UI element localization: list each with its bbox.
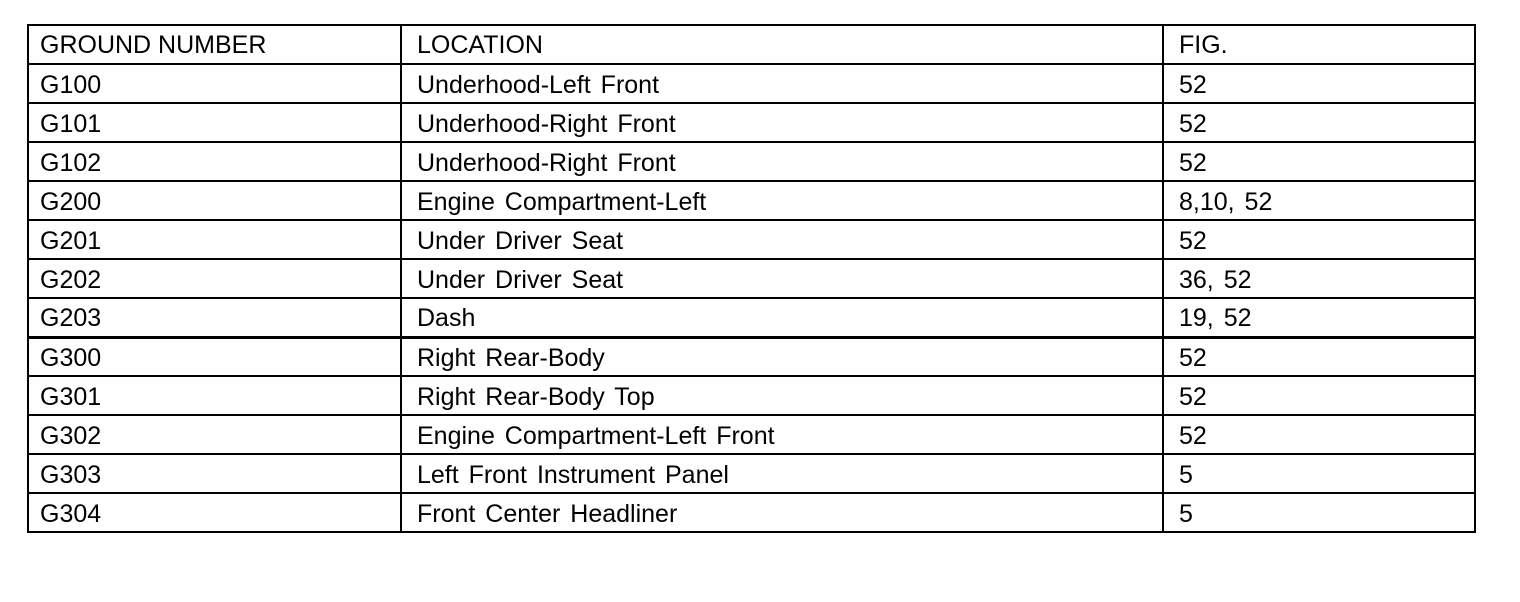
location-cell: Underhood-Left Front: [401, 64, 1163, 103]
fig-cell: 36, 52: [1163, 259, 1475, 298]
ground-locations-table: [27, 24, 1476, 533]
location-cell: Front Center Headliner: [401, 493, 1163, 532]
fig-cell: 52: [1163, 415, 1475, 454]
table-row: [28, 376, 1475, 415]
table-row: [28, 298, 1475, 337]
location-cell: Engine Compartment-Left: [401, 181, 1163, 220]
ground-number-cell: G201: [28, 220, 401, 259]
fig-cell: 5: [1163, 493, 1475, 532]
location-cell: Under Driver Seat: [401, 259, 1163, 298]
table-row: [28, 415, 1475, 454]
header-location: LOCATION: [401, 25, 1163, 64]
ground-number-cell: G202: [28, 259, 401, 298]
table-row: [28, 64, 1475, 103]
ground-number-cell: G300: [28, 337, 401, 376]
table-row: [28, 142, 1475, 181]
ground-number-cell: G302: [28, 415, 401, 454]
location-cell: Underhood-Right Front: [401, 103, 1163, 142]
fig-cell: 19, 52: [1163, 298, 1475, 337]
header-ground-number: GROUND NUMBER: [28, 25, 401, 64]
location-cell: Engine Compartment-Left Front: [401, 415, 1163, 454]
location-cell: Dash: [401, 298, 1163, 337]
table-row: [28, 259, 1475, 298]
table-row: [28, 493, 1475, 532]
fig-cell: 52: [1163, 337, 1475, 376]
header-row: [28, 25, 1475, 64]
fig-cell: 52: [1163, 220, 1475, 259]
ground-number-cell: G102: [28, 142, 401, 181]
ground-number-cell: G304: [28, 493, 401, 532]
header-fig: FIG.: [1163, 25, 1475, 64]
table-row: [28, 103, 1475, 142]
table-row: [28, 220, 1475, 259]
fig-cell: 52: [1163, 376, 1475, 415]
ground-number-cell: G101: [28, 103, 401, 142]
fig-cell: 8,10, 52: [1163, 181, 1475, 220]
fig-cell: 52: [1163, 64, 1475, 103]
table-row: [28, 337, 1475, 376]
location-cell: Left Front Instrument Panel: [401, 454, 1163, 493]
location-cell: Under Driver Seat: [401, 220, 1163, 259]
table-row: [28, 181, 1475, 220]
location-cell: Underhood-Right Front: [401, 142, 1163, 181]
ground-number-cell: G100: [28, 64, 401, 103]
location-cell: Right Rear-Body Top: [401, 376, 1163, 415]
fig-cell: 52: [1163, 142, 1475, 181]
ground-number-cell: G203: [28, 298, 401, 337]
ground-number-cell: G301: [28, 376, 401, 415]
table-row: [28, 454, 1475, 493]
ground-number-cell: G200: [28, 181, 401, 220]
fig-cell: 5: [1163, 454, 1475, 493]
location-cell: Right Rear-Body: [401, 337, 1163, 376]
fig-cell: 52: [1163, 103, 1475, 142]
ground-number-cell: G303: [28, 454, 401, 493]
